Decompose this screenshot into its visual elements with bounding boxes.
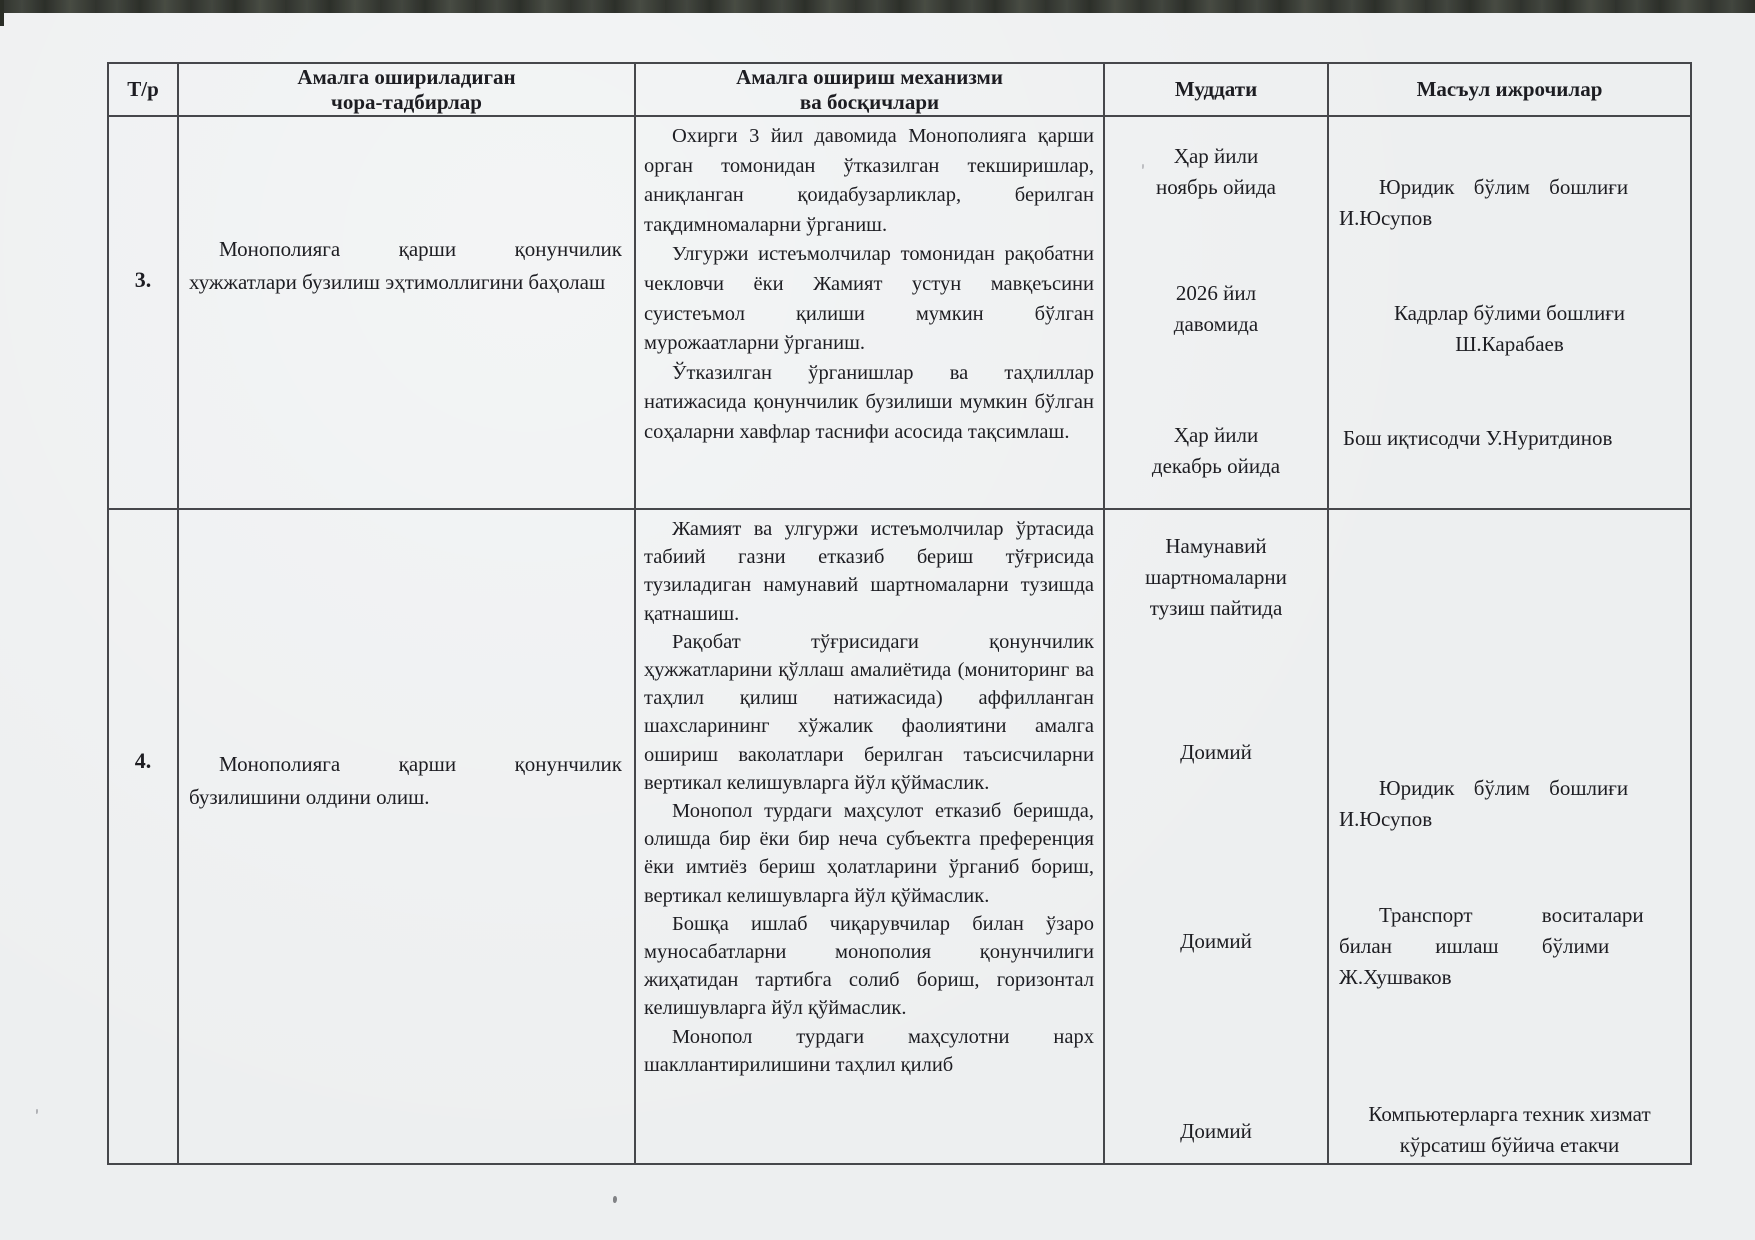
mechanism-paragraph: Бошқа ишлаб чиқарувчилар билан ўзаро муносабатларни монополия қонунчилиги жиҳатидан тартибга солиб бориш, горизонтал келишувларга йўл қўймаслик. [644,912,1094,1020]
responsible-item: Юридик бўлим бошлиғи И.Юсупов [1339,776,1629,831]
row3-number-cell [109,117,179,510]
responsible-item: Компьютерларга техник хизмат кўрсатиш бўйича етакчи [1368,1102,1651,1157]
row4-number: 4. [134,748,152,773]
mechanism-paragraph: Рақобат тўғрисидаги қонунчилик ҳужжатларини қўллаш амалиётида (мониторинг ва таҳлил қилиш натижасида) аффилланган шахсларининг хўжалик фаолиятини амалга ошириш ваколатлари берилган таъсисчиларни вертикал келишувларга йўл қўймаслик. [644,630,1094,794]
header-responsible-label: Масъул ижрочилар [1416,77,1603,101]
deadline-item: Доимий [1180,1119,1252,1143]
row3-mechanism-cell [636,117,1105,510]
row4-measure-cell [179,510,636,1163]
action-plan-table [107,62,1692,1165]
header-cell-deadline [1105,64,1329,117]
row3-number: 3. [134,267,152,292]
deadline-item: Ҳар йили декабрь ойида [1151,423,1281,478]
header-cell-mechanism [636,64,1105,117]
row3-responsible-cell [1329,117,1690,510]
row4-deadline-cell [1105,510,1329,1163]
header-cell-measure [179,64,636,117]
row4-measure-text: Монополияга қарши қонунчилик бузилишини олдини олиш. [189,752,622,809]
mechanism-paragraph: Охирги 3 йил давомида Монополияга қарши орган томонидан ўтказилган текширишлар, аниқланган қоидабузарликлар, берилган тақдимномаларни ўрганиш. [644,125,1094,236]
mechanism-paragraph: Монопол турдаги маҳсулотни нарх шакллантирилишини таҳлил қилиб [644,1025,1094,1076]
header-measure-line1: Амалга ошириладиган [297,64,516,89]
deadline-item: Намунавий шартномаларни тузиш пайтида [1145,534,1287,620]
row4-responsible-cell [1329,510,1690,1163]
header-measure-line2: чора-тадбирлар [331,89,482,114]
mechanism-paragraph: Жамият ва улгуржи истеъмолчилар ўртасида табиий газни етказиб бериш тўғрисида тузиладиган намунавий шартномаларни тузишда қатнашиш. [644,518,1094,625]
row3-deadline-cell [1105,117,1329,510]
scan-specks [613,1196,617,1203]
header-mechanism-line2: ва босқичлари [799,89,940,114]
deadline-item: Доимий [1180,740,1252,764]
mechanism-paragraph: Ўтказилган ўрганишлар ва таҳлиллар натижасида қонунчилик бузилиши мумкин бўлган соҳаларни хавфлар таснифи асосида тақсимлаш. [644,361,1094,443]
row3-measure-text: Монополияга қарши қонунчилик хужжатлари бузилиш эҳтимоллигини баҳолаш [189,237,622,294]
responsible-item: Кадрлар бўлими бошлиғи Ш.Карабаев [1393,301,1626,356]
responsible-item: Транспорт воситалари билан ишлаш бўлими Ж.Хушваков [1339,903,1644,989]
deadline-item: 2026 йил давомида [1173,281,1259,336]
deadline-item: Доимий [1180,929,1252,953]
header-cell-num [109,64,179,117]
header-num-label: Т/р [127,77,159,101]
row3-measure-cell [179,117,636,510]
scan-edge-left [0,0,4,26]
row4-number-cell [109,510,179,1163]
mechanism-paragraph: Улгуржи истеъмолчилар томонидан рақобатни чекловчи ёки Жамият устун мавқеъсини суистеъмол қилиши мумкин бўлган мурожаатларни ўрганиш. [644,243,1094,355]
deadline-item: Ҳар йили ноябрь ойида [1156,144,1276,199]
row4-mechanism-cell [636,510,1105,1163]
header-cell-responsible [1329,64,1690,117]
responsible-item: Бош иқтисодчи У.Нуритдинов [1343,426,1613,450]
responsible-item: Юридик бўлим бошлиғи И.Юсупов [1339,175,1629,230]
header-deadline-label: Муддати [1174,77,1258,101]
scan-edge-top [0,0,1755,13]
header-mechanism-line1: Амалга ошириш механизми [736,64,1003,89]
mechanism-paragraph: Монопол турдаги маҳсулот етказиб беришда, олишда бир ёки бир неча субъектга преференция ёки имтиёз бериш ҳолатларини ўрганиб бориш, вертикал келишувларга йўл қўймаслик. [644,800,1094,907]
